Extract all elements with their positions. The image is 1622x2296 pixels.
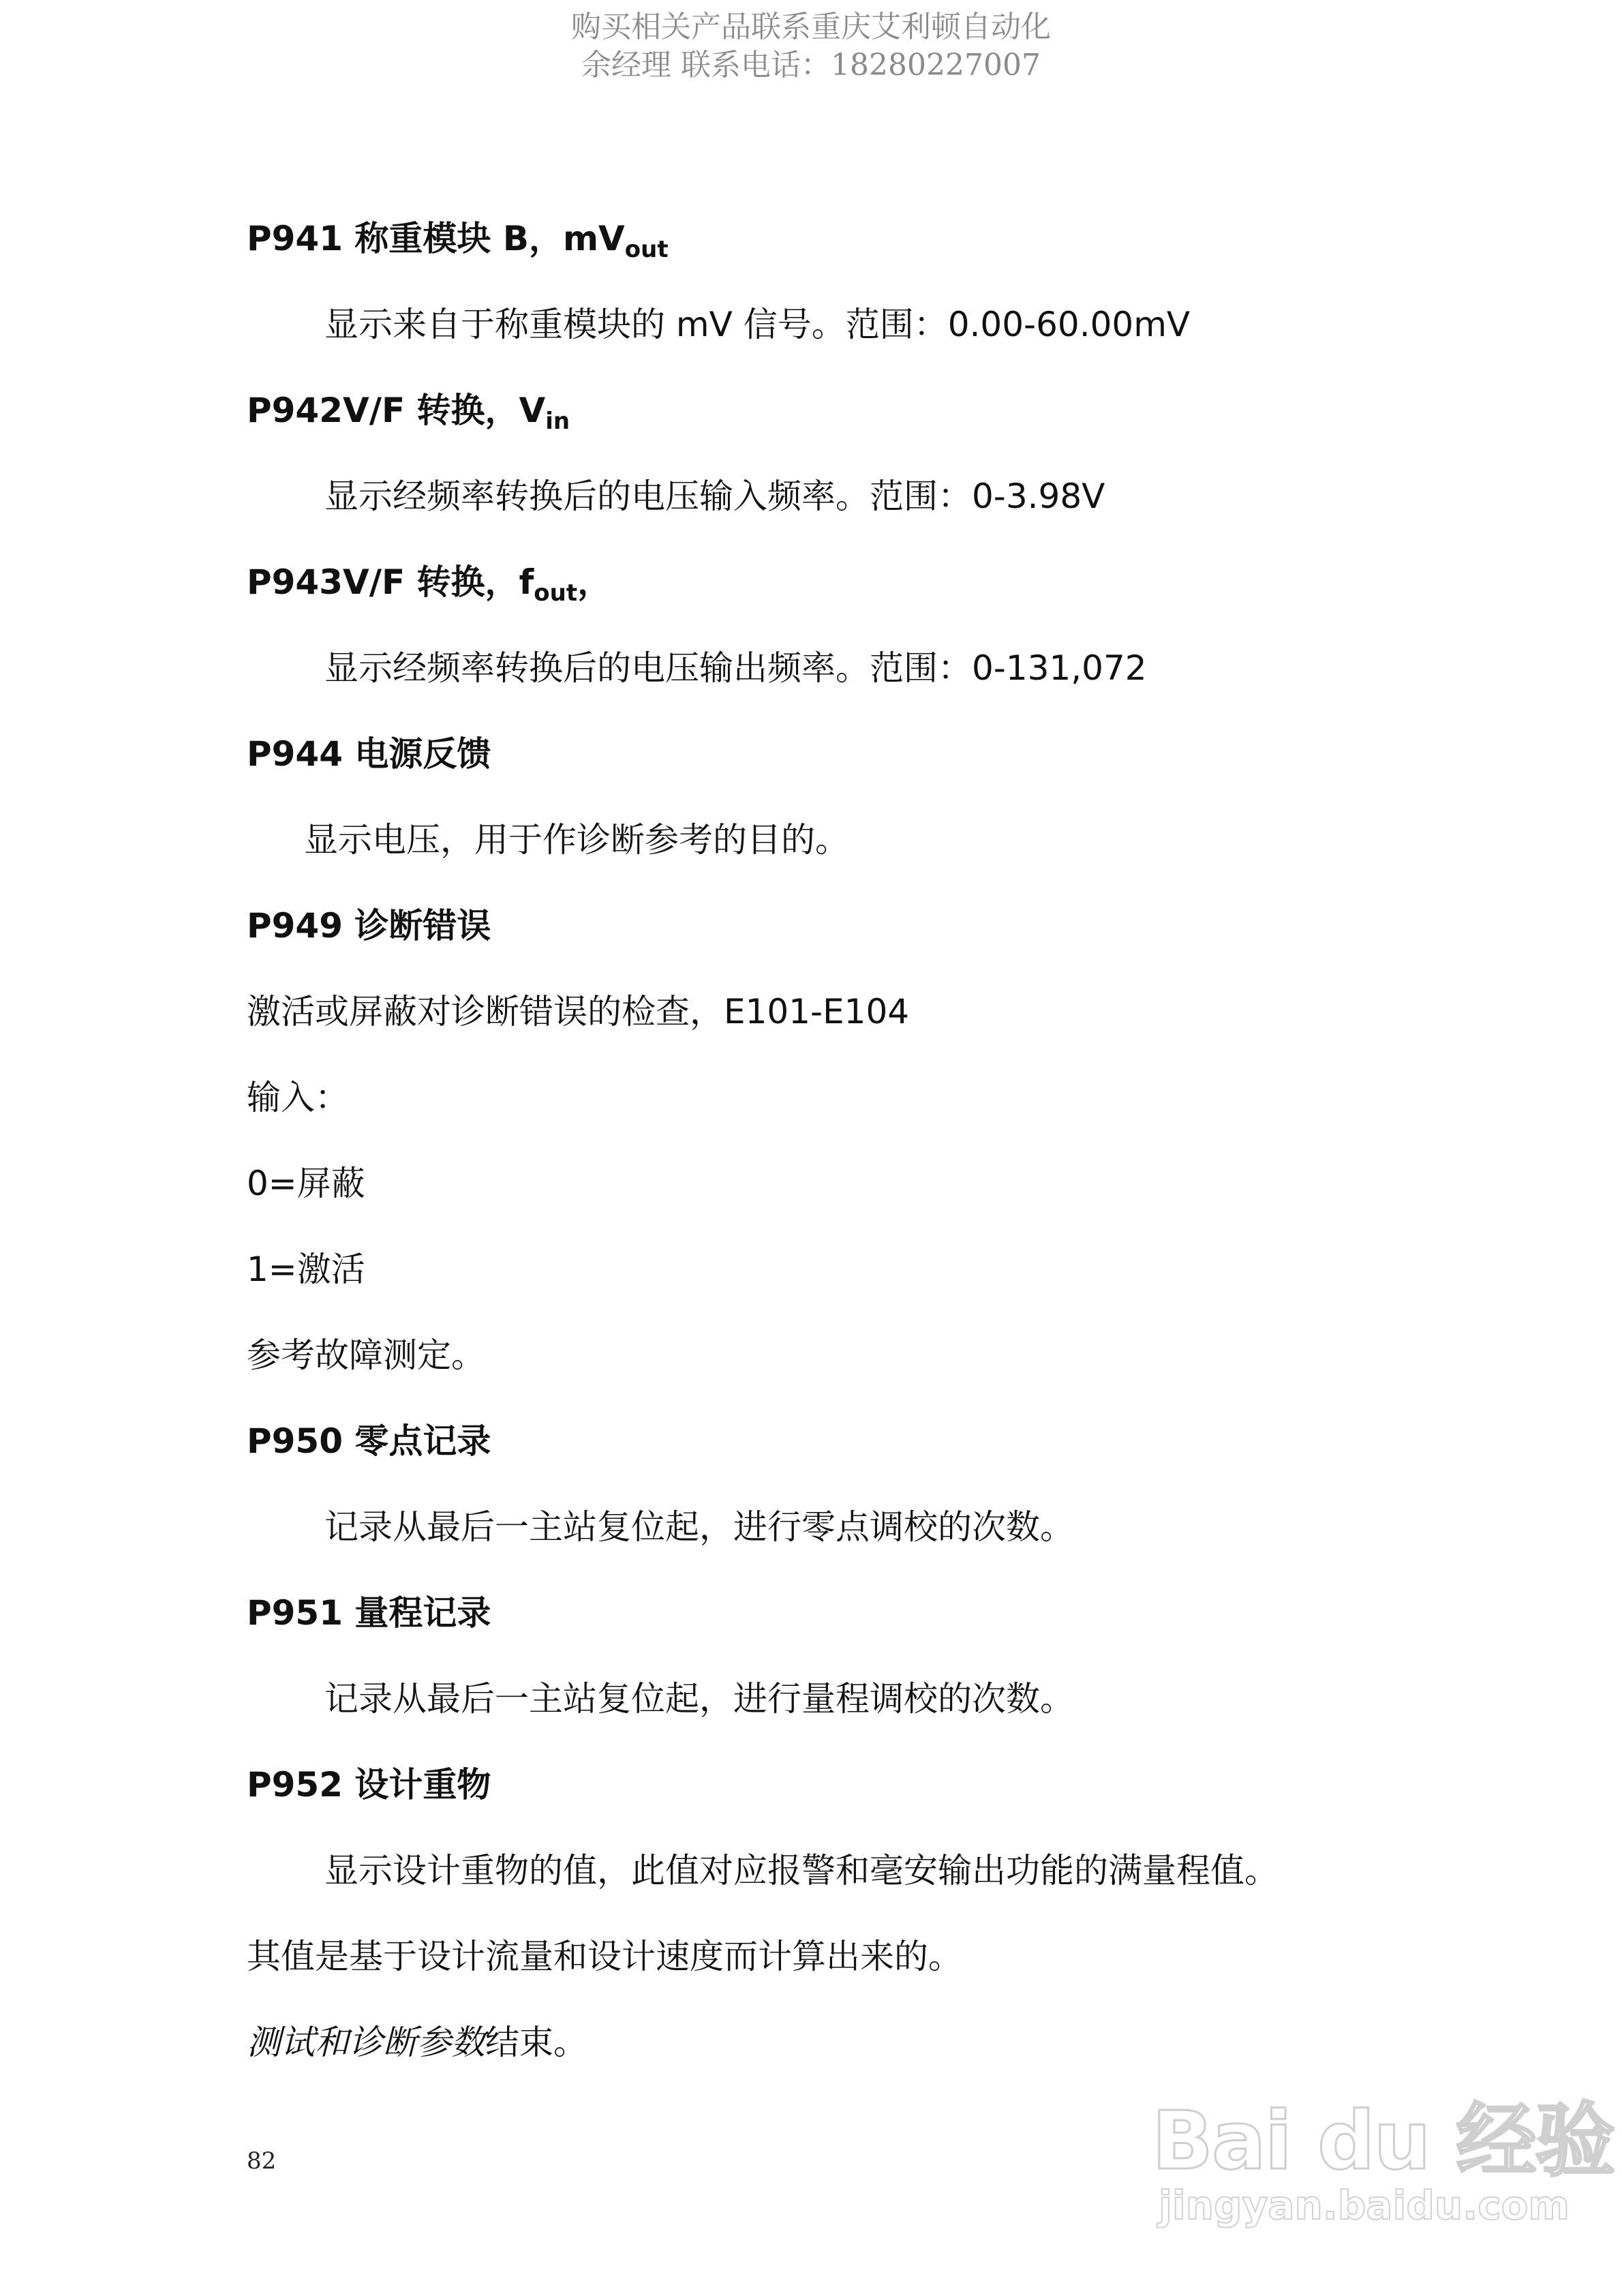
ending-line bbox=[247, 2021, 587, 2064]
ending-normal: 结束。 bbox=[485, 2023, 587, 2062]
desc-p950: 记录从最后一主站复位起，进行零点调校的次数。 bbox=[324, 1507, 1074, 1547]
heading-p943 bbox=[247, 560, 612, 607]
heading-p941-sub: out bbox=[624, 236, 669, 263]
heading-p941 bbox=[247, 217, 669, 263]
heading-p943-sub: out bbox=[534, 579, 578, 607]
desc-p949-line1: 激活或屏蔽对诊断错误的检查，E101-E104 bbox=[247, 992, 910, 1031]
baidu-jingyan-watermark bbox=[1152, 2076, 1615, 2246]
watermark-logo: Bai du 经验 bbox=[1152, 2094, 1615, 2188]
heading-p952: P952 设计重物 bbox=[247, 1765, 491, 1804]
desc-p949-line4: 1=激活 bbox=[247, 1250, 365, 1289]
header-line-2: 余经理 联系电话：18280227007 bbox=[581, 48, 1041, 82]
heading-p943-tail: ， bbox=[577, 562, 612, 602]
header-line-1: 购买相关产品联系重庆艾利顿自动化 bbox=[571, 10, 1051, 44]
desc-p943: 显示经频率转换后的电压输出频率。范围：0-131,072 bbox=[324, 648, 1147, 688]
desc-p941: 显示来自于称重模块的 mV 信号。范围：0.00-60.00mV bbox=[324, 305, 1191, 344]
desc-p951: 记录从最后一主站复位起，进行量程调校的次数。 bbox=[324, 1679, 1074, 1719]
heading-p950: P950 零点记录 bbox=[247, 1421, 491, 1461]
desc-p949-line3: 0=屏蔽 bbox=[247, 1164, 365, 1203]
heading-p941-text: P941 称重模块 B，mV bbox=[247, 219, 625, 258]
ending-italic: 测试和诊断参数 bbox=[247, 2023, 485, 2062]
desc-p952-line2: 其值是基于设计流量和设计速度而计算出来的。 bbox=[247, 1937, 962, 1976]
heading-p943-text: P943V/F 转换，f bbox=[247, 562, 534, 602]
desc-p952-line1: 显示设计重物的值，此值对应报警和毫安输出功能的满量程值。 bbox=[324, 1851, 1279, 1890]
heading-p942 bbox=[247, 389, 570, 435]
heading-p942-sub: in bbox=[545, 408, 570, 435]
desc-p944: 显示电压，用于作诊断参考的目的。 bbox=[304, 820, 849, 860]
heading-p951: P951 量程记录 bbox=[247, 1593, 491, 1633]
desc-p949-line2: 输入： bbox=[247, 1078, 349, 1117]
page-number: 82 bbox=[247, 2147, 277, 2175]
heading-p949: P949 诊断错误 bbox=[247, 906, 491, 946]
heading-p942-text: P942V/F 转换，V bbox=[247, 391, 546, 430]
desc-p942: 显示经频率转换后的电压输入频率。范围：0-3.98V bbox=[324, 477, 1105, 516]
watermark-url: jingyan.baidu.com bbox=[1159, 2182, 1570, 2229]
heading-p944: P944 电源反馈 bbox=[247, 734, 491, 774]
desc-p949-line5: 参考故障测定。 bbox=[247, 1335, 485, 1375]
